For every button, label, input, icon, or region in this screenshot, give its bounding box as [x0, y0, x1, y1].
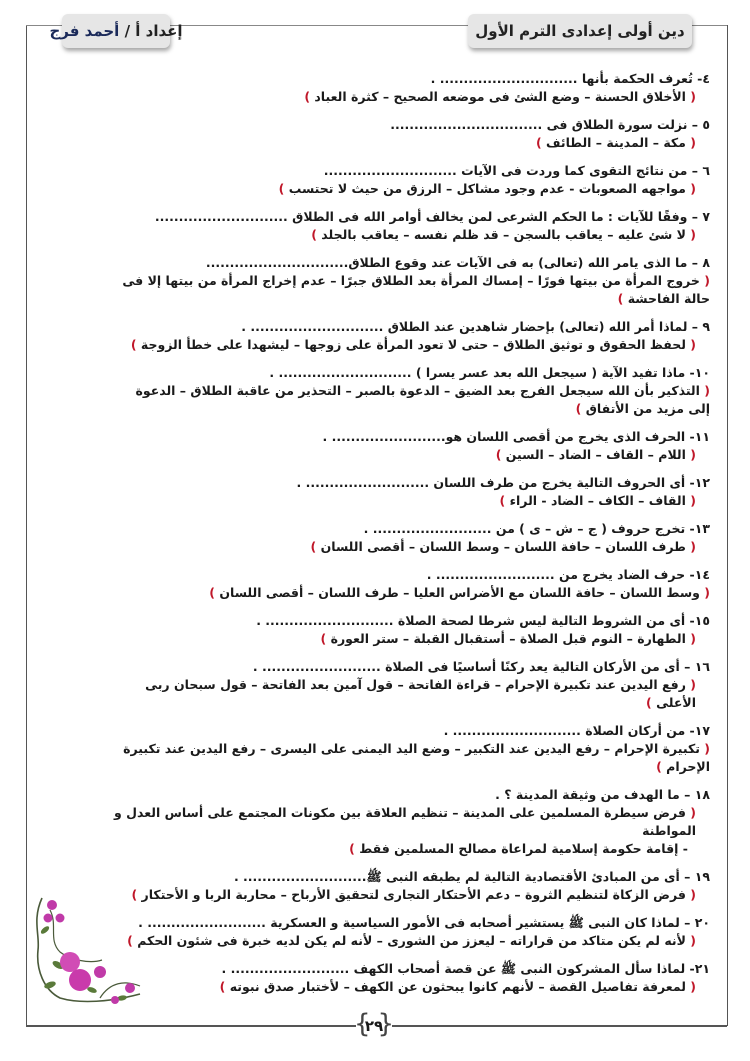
- footer-line: [26, 1026, 356, 1027]
- question-item: [110, 162, 710, 198]
- close-paren: ): [311, 227, 322, 242]
- frame-divider: [168, 25, 468, 26]
- close-paren: ): [575, 401, 586, 416]
- close-paren: ): [219, 979, 230, 994]
- options-text: الأخلاق الحسنة – وضع الشئ فى موضعه الصحيح – كثرة العباد: [314, 89, 686, 104]
- answer-options: [110, 676, 710, 712]
- open-paren: (: [699, 273, 710, 288]
- flower: [44, 914, 53, 923]
- page-footer: [0, 1012, 750, 1042]
- author-tab: [49, 14, 183, 48]
- question-item: [110, 474, 710, 510]
- open-paren: (: [685, 805, 696, 820]
- question-item: [110, 520, 710, 556]
- question-item: [110, 868, 710, 904]
- answer-options: [110, 978, 710, 996]
- answer-options: [110, 932, 710, 950]
- footer-line: [392, 1026, 727, 1027]
- question-text: ٩ – لماذا أمر الله (تعالى) بإحضار شاهدين عند الطلاق ............................ .: [241, 319, 710, 334]
- options-text: التذكير بأن الله سيجعل الفرج بعد الضيق – الدعوة بالصبر – التحذير من عاقبة الطلاق – الدعوة إلى مزيد من الأتفاق: [135, 383, 710, 416]
- question-item: [110, 612, 710, 648]
- answer-options-continued: [110, 840, 710, 858]
- options-text: لا شئ عليه – يعاقب بالسجن – قد ظلم نفسه – يعاقب بالجلد: [321, 227, 686, 242]
- flower: [47, 900, 57, 910]
- open-paren: (: [685, 89, 696, 104]
- close-paren: ): [495, 447, 506, 462]
- subject-title: دين أولى إعدادى الترم الأول: [475, 22, 685, 40]
- open-paren: (: [685, 135, 696, 150]
- question-text: ١١- الحرف الذى يخرج من أقصى اللسان هو........................ .: [322, 429, 710, 444]
- open-paren: (: [685, 631, 696, 646]
- open-paren: (: [699, 741, 710, 756]
- options-text: مواجهه الصعوبات - عدم وجود مشاكل – الرزق من حيث لا تحتسب: [288, 181, 686, 196]
- question-text: ٢٠ – لماذا كان النبى ﷺ يستشير أصحابه فى الأمور السياسية و العسكرية ......................... .: [138, 915, 710, 930]
- question-item: [110, 786, 710, 858]
- options-text: فرض الزكاة لتنظيم الثروة – دعم الأحتكار التجارى لتحقيق الأرباح – محاربة الربا و الأحتكار: [141, 887, 686, 902]
- question-list: [110, 70, 710, 1006]
- question-text: ١٠- ماذا تفيد الآية ( سيجعل الله بعد عسر يسرا ) ............................ .: [269, 365, 710, 380]
- options-text: رفع اليدين عند تكبيرة الإحرام – قراءة الفاتحة – قول آمين بعد الفاتحة – قول سبحان ربى الأعلى: [145, 677, 696, 710]
- open-paren: (: [685, 979, 696, 994]
- answer-options: [110, 382, 710, 418]
- question-text: ٧ – وفقًا للآيات : ما الحكم الشرعى لمن يخالف أوامر الله فى الطلاق ............................: [154, 209, 710, 224]
- close-paren: ): [535, 135, 547, 150]
- close-paren: ): [349, 841, 360, 856]
- flower: [111, 996, 119, 1004]
- question-item: [110, 722, 710, 776]
- answer-options: [110, 272, 710, 308]
- open-paren: (: [685, 493, 696, 508]
- answer-options: [110, 180, 710, 198]
- open-paren: (: [685, 337, 696, 352]
- options-text: لحفظ الحقوق و توثيق الطلاق – حتى لا تعود المرأة على زوجها – ليشهدا على خطأ الزوجة: [140, 337, 686, 352]
- flower: [60, 952, 80, 972]
- flower: [56, 914, 65, 923]
- page-number: { ٢٩ }: [356, 1012, 392, 1040]
- answer-options: [110, 804, 710, 840]
- question-text: ١٨ – ما الهدف من وثيقة المدينة ؟ .: [495, 787, 710, 802]
- options-text: لمعرفة تفاصيل القصة – لأنهم كانوا يبحثون عن الكهف – لأختبار صدق نبوته: [229, 979, 686, 994]
- flower: [69, 969, 91, 991]
- open-paren: (: [699, 585, 710, 600]
- question-item: [110, 364, 710, 418]
- options-text: الطهارة – النوم قبل الصلاة – أستقبال القبلة – ستر العورة: [330, 631, 686, 646]
- answer-options: [110, 630, 710, 648]
- question-item: [110, 318, 710, 354]
- options-text: لأنه لم يكن متاكد من قراراته – ليعزز من الشورى – لأنه لم يكن لديه خبرة فى شئون الحكم: [137, 933, 686, 948]
- options-text: فرض سيطرة المسلمين على المدينة – تنظيم العلاقة بين مكونات المجتمع على أساس العدل و المواطنة: [114, 805, 696, 838]
- close-paren: ): [656, 759, 667, 774]
- options-text: مكة – المدينة – الطائف: [546, 135, 686, 150]
- answer-options: [110, 538, 710, 556]
- open-paren: (: [699, 383, 710, 398]
- open-paren: (: [685, 933, 696, 948]
- question-text: ٥ – نزلت سورة الطلاق فى ................................: [390, 117, 710, 132]
- answer-options: [110, 226, 710, 244]
- answer-options: [110, 336, 710, 354]
- question-item: [110, 914, 710, 950]
- leaf: [40, 925, 51, 935]
- question-text: ١٥- أى من الشروط التالية ليس شرطا لصحة الصلاة ........................... .: [256, 613, 710, 628]
- frame-divider: [692, 25, 727, 26]
- answer-options: [110, 446, 710, 464]
- question-item: [110, 428, 710, 464]
- answer-options: [110, 886, 710, 904]
- options-text: وسط اللسان – حافة اللسان مع الأضراس العليا – طرف اللسان – أقصى اللسان: [219, 585, 700, 600]
- question-text: ٨ – ما الذى يامر الله (تعالى) به فى الآيات عند وقوع الطلاق..............................: [205, 255, 710, 270]
- question-text: ١٩ – أى من المبادئ الأقتصادية التالية لم يطبقه النبى ﷺ.......................... .: [233, 869, 710, 884]
- open-paren: (: [685, 447, 696, 462]
- flower: [125, 983, 135, 993]
- open-paren: (: [685, 677, 696, 692]
- question-item: [110, 208, 710, 244]
- answer-options: [110, 740, 710, 776]
- question-text: ١٤- حرف الضاد يخرج من ......................... .: [426, 567, 710, 582]
- question-item: [110, 658, 710, 712]
- close-paren: ): [131, 887, 142, 902]
- question-text: ٢١- لماذا سأل المشركون النبى ﷺ عن قصة أصحاب الكهف ......................... .: [221, 961, 710, 976]
- question-text: ١٢- أى الحروف التالية يخرج من طرف اللسان .......................... .: [296, 475, 710, 490]
- floral-corner-decoration: [30, 890, 155, 1010]
- question-item: [110, 116, 710, 152]
- question-item: [110, 254, 710, 308]
- question-item: [110, 70, 710, 106]
- open-paren: (: [685, 227, 696, 242]
- question-text: ١٣- تخرج حروف ( ج – ش – ى ) من ......................... .: [363, 521, 710, 536]
- author-name: أحمد فرج: [49, 22, 120, 40]
- open-paren: (: [685, 181, 696, 196]
- open-paren: (: [685, 887, 696, 902]
- options-text: - إقامة حكومة إسلامية لمراعاة مصالح المسلمين فقط: [359, 841, 688, 856]
- close-paren: ): [320, 631, 331, 646]
- open-paren: (: [685, 539, 696, 554]
- subject-tab: [468, 14, 692, 48]
- options-text: اللام – القاف – الضاد – السين: [505, 447, 686, 462]
- author-label: إعداد أ /: [124, 22, 183, 40]
- close-paren: ): [209, 585, 220, 600]
- close-paren: ): [646, 695, 657, 710]
- answer-options: [110, 492, 710, 510]
- options-text: طرف اللسان – حافة اللسان – وسط اللسان – أقصى اللسان: [320, 539, 686, 554]
- question-text: ٦ – من نتائج التقوى كما وردت فى الآيات ............................: [323, 163, 710, 178]
- close-paren: ): [499, 493, 510, 508]
- flower: [94, 966, 106, 978]
- close-paren: ): [127, 933, 138, 948]
- question-text: ١٦ – أى من الأركان التالية يعد ركنًا أساسيًا فى الصلاة ......................... .: [252, 659, 710, 674]
- answer-options: [110, 584, 710, 602]
- options-text: تكبيرة الإحرام – رفع اليدين عند التكبير – وضع اليد اليمنى على اليسرى – رفع اليدين عند تكبيرة الإحرام: [123, 741, 710, 774]
- question-text: ١٧- من أركان الصلاة ........................... .: [443, 723, 710, 738]
- options-text: القاف – الكاف – الضاد - الراء: [509, 493, 686, 508]
- close-paren: ): [310, 539, 321, 554]
- close-paren: ): [304, 89, 315, 104]
- close-paren: ): [617, 291, 628, 306]
- question-item: [110, 960, 710, 996]
- close-paren: ): [278, 181, 289, 196]
- answer-options: [110, 88, 710, 106]
- question-text: ٤- تُعرف الحكمة بأنها ............................. .: [430, 71, 710, 86]
- leaf: [43, 980, 56, 990]
- answer-options: [110, 134, 710, 152]
- close-paren: ): [130, 337, 141, 352]
- question-item: [110, 566, 710, 602]
- options-text: خروج المرأة من بيتها فورًا – إمساك المرأة بعد الطلاق جبرًا – عدم إخراج المرأة من بيتها إلا فى حالة الفاحشة: [122, 273, 710, 306]
